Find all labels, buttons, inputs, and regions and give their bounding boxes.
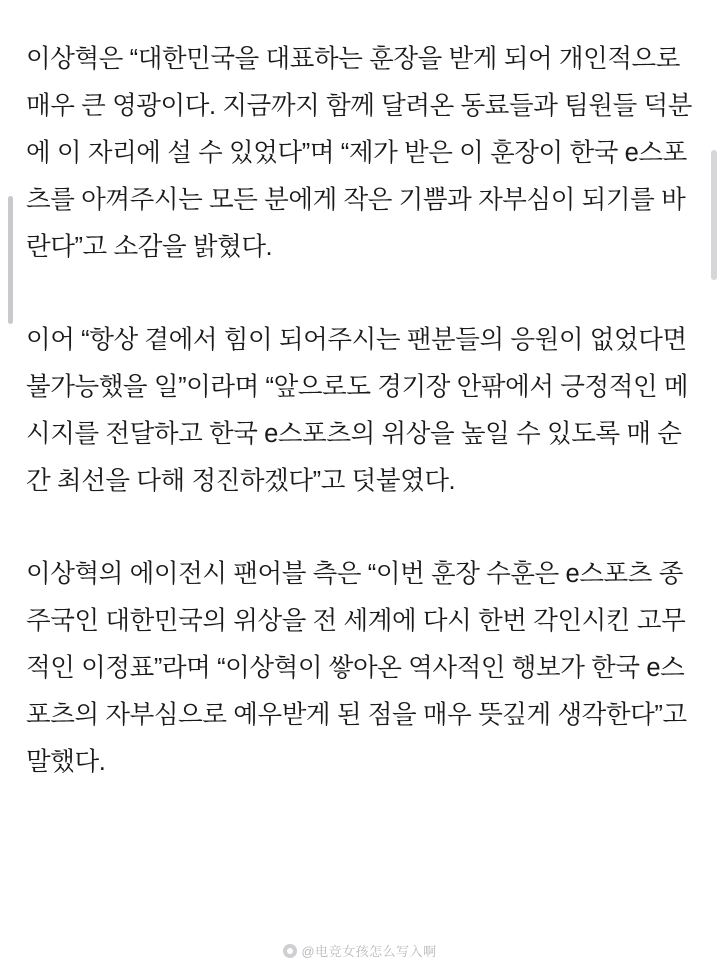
article-paragraph: 이어 “항상 곁에서 힘이 되어주시는 팬분들의 응원이 없었다면 불가능했을 일”이라며 “앞으로도 경기장 안팎에서 긍정적인 메시지를 전달하고 한국 e스포츠의 위상을 높일 수 있도록 매 순간 최선을 다해 정진하겠다”고 덧붙였다. <box>26 326 689 495</box>
watermark <box>0 941 720 960</box>
article-paragraph: 이상혁은 “대한민국을 대표하는 훈장을 받게 되어 개인적으로 매우 큰 영광이다. 지금까지 함께 달려온 동료들과 팀원들 덕분에 이 자리에 설 수 있었다”며 “제가 받은 이 훈장이 한국 e스포츠를 아껴주시는 모든 분에게 작은 기쁨과 자부심이 되기를 바란다”고 소감을 밝혔다. <box>26 45 692 261</box>
weibo-icon <box>283 944 297 958</box>
watermark-text: @电竞女孩怎么写入啊 <box>301 944 437 959</box>
article-paragraph: 이상혁의 에이전시 팬어블 측은 “이번 훈장 수훈은 e스포츠 종주국인 대한민국의 위상을 전 세계에 다시 한번 각인시킨 고무적인 이정표”라며 “이상혁이 쌓아온 역사적인 행보가 한국 e스포츠의 자부심으로 예우받게 된 점을 매우 뜻깊게 생각한다”고 말했다. <box>26 560 687 776</box>
